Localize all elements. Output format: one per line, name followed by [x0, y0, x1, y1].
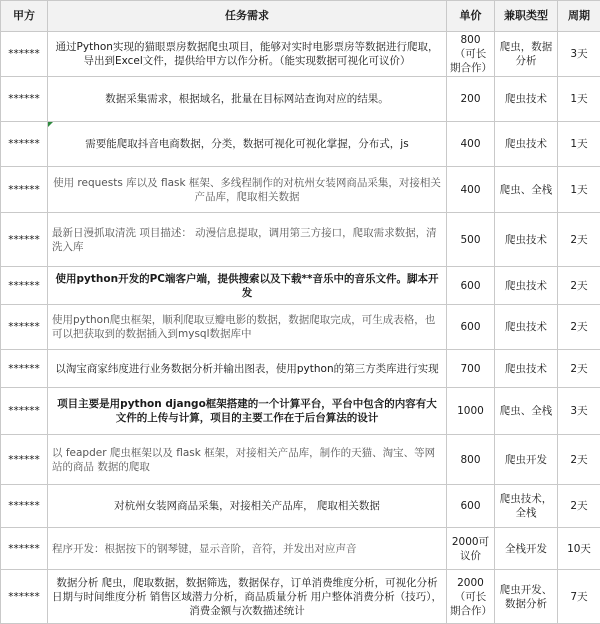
table-row [1, 388, 600, 435]
party-cell: ****** [1, 167, 48, 213]
period-cell: 7天 [558, 570, 600, 624]
price-cell: 500 [447, 213, 495, 267]
price-cell: 200 [447, 77, 495, 122]
type-cell: 爬虫、全栈 [495, 167, 558, 213]
type-cell: 爬虫、全栈 [495, 388, 558, 435]
type-cell: 爬虫技术，全栈 [495, 485, 558, 528]
period-cell: 2天 [558, 350, 600, 388]
party-cell: ****** [1, 485, 48, 528]
task-cell: 以 feapder 爬虫框架以及 flask 框架，对接相关产品库，制作的天猫、淘宝、等网站的商品 数据的爬取 [48, 435, 447, 485]
table-row [1, 167, 600, 213]
period-cell: 10天 [558, 528, 600, 570]
table-row [1, 350, 600, 388]
party-cell: ****** [1, 122, 48, 167]
period-cell: 1天 [558, 122, 600, 167]
table-row [1, 77, 600, 122]
price-cell: 700 [447, 350, 495, 388]
party-cell: ****** [1, 350, 48, 388]
period-cell: 2天 [558, 213, 600, 267]
table-row [1, 528, 600, 570]
party-cell: ****** [1, 305, 48, 350]
type-cell: 全栈开发 [495, 528, 558, 570]
task-cell: 程序开发：根据按下的钢琴键，显示音阶，音符，并发出对应声音 [48, 528, 447, 570]
party-cell: ****** [1, 267, 48, 305]
task-cell: 最新日漫抓取清洗 项目描述： 动漫信息提取，调用第三方接口，爬取需求数据，清洗入库 [48, 213, 447, 267]
task-cell: 通过Python实现的猫眼票房数据爬虫项目，能够对实时电影票房等数据进行爬取，导出到Excel文件，提供给甲方以作分析。（能实现数据可视化可议价） [48, 32, 447, 77]
task-cell: 使用python爬虫框架，顺利爬取豆瓣电影的数据，数据爬取完成，可生成表格，也可以把获取到的数据插入到mysql数据库中 [48, 305, 447, 350]
type-cell: 爬虫开发 [495, 435, 558, 485]
price-cell: 1000 [447, 388, 495, 435]
header-party: 甲方 [1, 1, 48, 32]
task-cell: 使用python开发的PC端客户端，提供搜索以及下载**音乐中的音乐文件。脚本开发 [48, 267, 447, 305]
type-cell: 爬虫，数据分析 [495, 32, 558, 77]
task-cell: 需要能爬取抖音电商数据，分类，数据可视化可视化掌握，分布式，js [48, 122, 447, 167]
table-row [1, 213, 600, 267]
type-cell: 爬虫技术 [495, 122, 558, 167]
type-cell: 爬虫技术 [495, 305, 558, 350]
period-cell: 1天 [558, 77, 600, 122]
task-cell: 数据分析 爬虫，爬取数据，数据筛选，数据保存，订单消费维度分析，可视化分析日期与时间维度分析 销售区域潜力分析，商品质量分析 用户整体消费分析（技巧），消费金额与次数描述统计 [48, 570, 447, 624]
type-cell: 爬虫技术 [495, 350, 558, 388]
type-cell: 爬虫开发、数据分析 [495, 570, 558, 624]
price-cell: 800 [447, 435, 495, 485]
table-row [1, 267, 600, 305]
period-cell: 2天 [558, 305, 600, 350]
table-row [1, 570, 600, 624]
table-row [1, 435, 600, 485]
task-cell: 数据采集需求，根据域名，批量在目标网站查询对应的结果。 [48, 77, 447, 122]
header-type: 兼职类型 [495, 1, 558, 32]
party-cell: ****** [1, 528, 48, 570]
price-cell: 800（可长期合作） [447, 32, 495, 77]
task-cell: 项目主要是用python django框架搭建的一个计算平台，平台中包含的内容有大文件的上传与计算，项目的主要工作在于后台算法的设计 [48, 388, 447, 435]
price-cell: 2000（可长期合作） [447, 570, 495, 624]
header-task: 任务需求 [48, 1, 447, 32]
period-cell: 3天 [558, 388, 600, 435]
task-cell: 以淘宝商家纬度进行业务数据分析并输出图表，使用python的第三方类库进行实现 [48, 350, 447, 388]
table-row [1, 485, 600, 528]
price-cell: 2000可议价 [447, 528, 495, 570]
period-cell: 3天 [558, 32, 600, 77]
party-cell: ****** [1, 388, 48, 435]
task-cell: 对杭州女装网商品采集，对接相关产品库， 爬取相关数据 [48, 485, 447, 528]
party-cell: ****** [1, 77, 48, 122]
header-period: 周期 [558, 1, 600, 32]
type-cell: 爬虫技术 [495, 267, 558, 305]
table-row [1, 305, 600, 350]
party-cell: ****** [1, 32, 48, 77]
period-cell: 1天 [558, 167, 600, 213]
header-price: 单价 [447, 1, 495, 32]
period-cell: 2天 [558, 435, 600, 485]
period-cell: 2天 [558, 485, 600, 528]
table-row [1, 122, 600, 167]
price-cell: 600 [447, 485, 495, 528]
price-cell: 600 [447, 305, 495, 350]
header-row [1, 1, 600, 32]
table-row [1, 32, 600, 77]
price-cell: 600 [447, 267, 495, 305]
task-cell: 使用 requests 库以及 flask 框架、多线程制作的对杭州女装网商品采集，对接相关产品库，爬取相关数据 [48, 167, 447, 213]
party-cell: ****** [1, 213, 48, 267]
party-cell: ****** [1, 570, 48, 624]
party-cell: ****** [1, 435, 48, 485]
type-cell: 爬虫技术 [495, 77, 558, 122]
price-cell: 400 [447, 122, 495, 167]
price-cell: 400 [447, 167, 495, 213]
period-cell: 2天 [558, 267, 600, 305]
type-cell: 爬虫技术 [495, 213, 558, 267]
